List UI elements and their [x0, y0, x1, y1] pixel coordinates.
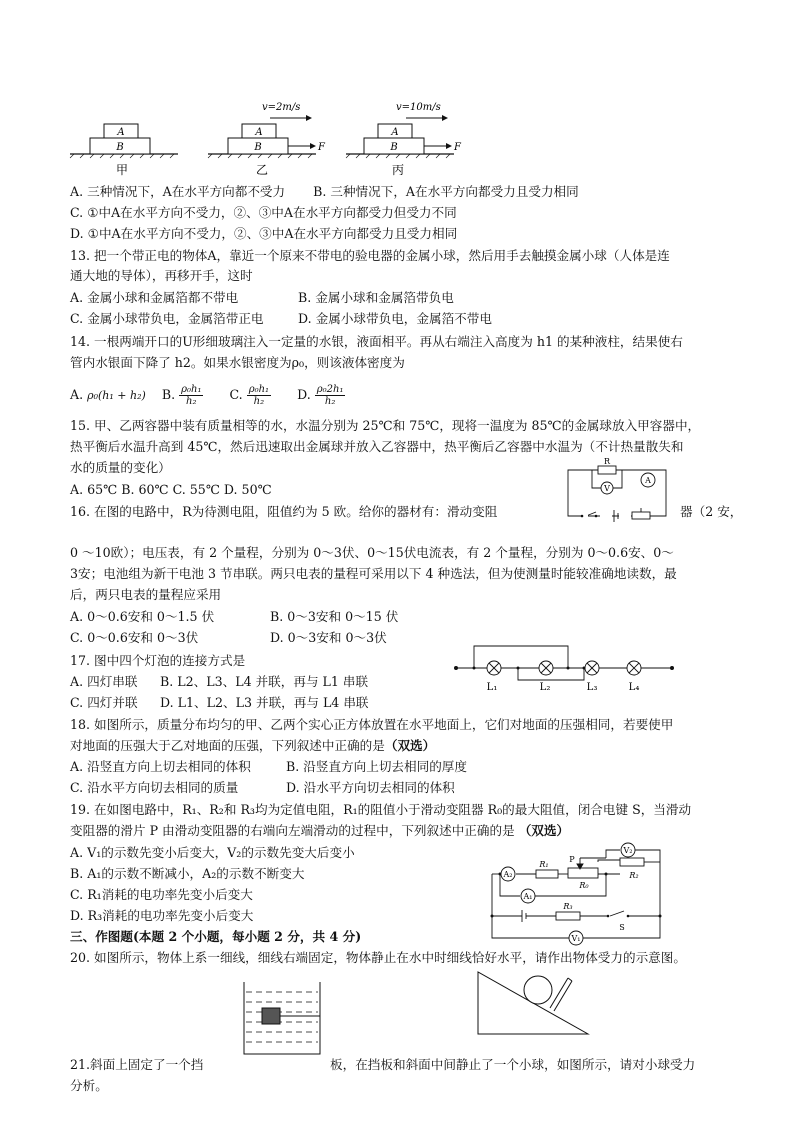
q18-stem-2: 对地面的压强大于乙对地面的压强，下列叙述中正确的是（双选） — [70, 738, 436, 753]
force-label: F — [454, 142, 461, 153]
q17-options-cd: C. 四灯并联 D. L1、L2、L3 并联，再与 L4 串联 — [70, 695, 369, 710]
ammeter-label: A — [645, 476, 651, 485]
q12-option-c: C. ①中A在水平方向不受力，②、③中A在水平方向都受力但受力不同 — [70, 205, 457, 220]
q14-option-d-fraction: $\frac{\text{ρ₀2h₁}}{\text{h₂}}$ — [316, 384, 344, 407]
q19-stem-1: 19. 在如图电路中，R₁、R₂和 R₃均为定值电阻，R₁的阻值小于滑动变阻器 R₀的最大阻值，闭合电键 S，当滑动 — [70, 802, 692, 817]
q17-options-ab: A. 四灯串联 B. L2、L3、L4 并联，再与 L1 串联 — [70, 674, 369, 689]
q14-stem-2: 管内水银面下降了 h2。如果水银密度为ρ₀，则该液体密度为 — [70, 355, 405, 370]
q13-options-ab: A. 金属小球和金属箔都不带电 B. 金属小球和金属箔带负电 — [70, 290, 454, 305]
q18-options-ab: A. 沿竖直方向上切去相同的体积 B. 沿竖直方向上切去相同的厚度 — [70, 759, 467, 774]
block-a-label: A — [391, 127, 399, 138]
q17-stem: 17. 图中四个灯泡的连接方式是 — [70, 653, 246, 668]
q19-option-a: A. V₁的示数先变小后变大，V₂的示数先变大后变小 — [70, 845, 355, 860]
slider-p-label: P — [569, 855, 575, 864]
velocity-label: v=2m/s — [262, 102, 301, 113]
block-b-label: B — [254, 142, 262, 153]
lamp-l2-label: L₂ — [539, 682, 551, 693]
resistor-r-label: R — [603, 457, 611, 466]
voltmeter-label: V — [604, 484, 610, 493]
q18-options-cd: C. 沿水平方向切去相同的质量 D. 沿水平方向切去相同的体积 — [70, 780, 455, 795]
q15-stem-1: 15. 甲、乙两容器中装有质量相等的水，水温分别为 25℃和 75℃，现将一温度为 85℃的金属球放入甲容器中， — [70, 418, 701, 433]
block-b-label: B — [116, 142, 124, 153]
q19-stem-2: 变阻器的滑片 P 由滑动变阻器的右端向左端滑动的过程中，下列叙述中正确的是 （双选） — [70, 823, 570, 838]
q14-stem-1: 14. 一根两端开口的U形细玻璃注入一定量的水银，液面相平。再从右端注入高度为 h1 的某种液柱，结果使右 — [70, 334, 683, 349]
caption-jia: 甲 — [115, 163, 129, 177]
q15-options: A. 65℃ B. 60℃ C. 55℃ D. 50℃ — [70, 482, 272, 497]
rheostat-r0-label: R₀ — [579, 881, 589, 890]
q13-options-cd: C. 金属小球带负电，金属箔带正电 D. 金属小球带负电，金属箔不带电 — [70, 311, 492, 326]
voltmeter-v1-label: V₁ — [571, 934, 581, 943]
block-a-label: A — [117, 127, 125, 138]
caption-bing: 丙 — [391, 163, 405, 177]
figure-q17-lamps — [452, 640, 678, 696]
figure-q19-circuit — [488, 838, 666, 946]
lamp-l3-label: L₃ — [586, 682, 598, 693]
force-label: F — [318, 142, 325, 153]
q16-stem-2: 0 ～10欧）；电压表，有 2 个量程，分别为 0～3伏、0～15伏电流表，有 2 个量程，分别为 0～0.6安、0～ — [70, 545, 674, 560]
resistor-r2-label: R₂ — [629, 871, 639, 880]
lamp-l1-label: L₁ — [486, 682, 498, 693]
q14-option-a-expr: ρ₀(h₁ + h₂) — [87, 389, 146, 402]
q16-stem-4: 后，两只电表的量程应采用 — [70, 587, 222, 602]
q21-stem-1a: 21.斜面上固定了一个挡 — [70, 1057, 204, 1072]
ammeter-a2-label: A₂ — [503, 870, 513, 879]
block-b-label: B — [390, 142, 398, 153]
q19-option-d: D. R₃消耗的电功率先变小后变大 — [70, 908, 254, 923]
resistor-r3-label: R₃ — [563, 902, 573, 911]
figure-q21-incline — [474, 970, 594, 1040]
q12-option-a: A. 三种情况下，A在水平方向都不受力 B. 三种情况下，A在水平方向都受力且受力相同 — [70, 184, 579, 199]
q12-option-b: B. 三种情况下，A在水平方向都受力且受力相同 — [313, 184, 579, 199]
q20-stem: 20. 如图所示，物体上系一细线，细线右端固定，物体静止在水中时细线恰好水平，请作出物体受力的示意图。 — [70, 950, 686, 965]
figure-q12-blocks — [66, 96, 466, 176]
q15-stem-2: 热平衡后水温升高到 45℃，然后迅速取出金属球并放入乙容器中，热平衡后乙容器中水温为（不计热量散失和 — [70, 439, 684, 454]
velocity-label: v=10m/s — [396, 102, 441, 113]
q14-options: A. ρ₀(h₁ + h₂) B. $\frac{\text{ρ₀h₁}}{\text{h₂}}$ C. $\frac{\text{ρ₀h₁}}{\text{h₂}}$ D. $\frac{\text{ρ₀2h₁}}{\text{h₂}}$ — [70, 384, 344, 407]
q16-stem-1b: 器（2 安， — [680, 504, 743, 519]
figure-q20-beaker — [240, 980, 326, 1058]
q19-option-b: B. A₁的示数不断减小，A₂的示数不断变大 — [70, 866, 305, 881]
q13-stem-1: 13. 把一个带正电的物体A，靠近一个原来不带电的验电器的金属小球，然后用手去触摸金属小球（人体是连 — [70, 248, 670, 263]
q12-option-d: D. ①中A在水平方向不受力，②、③中A在水平方向都受力且受力相同 — [70, 226, 458, 241]
q13-stem-2: 通大地的导体），再移开手，这时 — [70, 268, 253, 283]
caption-yi: 乙 — [255, 163, 269, 177]
q16-options-cd: C. 0～0.6安和 0～3伏 D. 0～3安和 0～3伏 — [70, 630, 387, 645]
q19-option-c: C. R₁消耗的电功率先变小后变大 — [70, 887, 253, 902]
ammeter-a1-label: A₁ — [523, 892, 533, 901]
q21-stem-2: 分析。 — [70, 1078, 108, 1093]
section-3-title: 三、作图题(本题 2 个小题，每小题 2 分，共 4 分) — [70, 929, 362, 944]
q14-option-b-fraction: $\frac{\text{ρ₀h₁}}{\text{h₂}}$ — [181, 384, 202, 407]
voltmeter-v2-label: V₂ — [623, 846, 633, 855]
q14-option-c-fraction: $\frac{\text{ρ₀h₁}}{\text{h₂}}$ — [248, 384, 270, 407]
q16-stem-3: 3安；电池组为新干电池 3 节串联。两只电表的量程可采用以下 4 种选法，但为使测量时能较准确地读数，最 — [70, 566, 677, 581]
q16-stem-1: 16. 在图的电路中，R为待测电阻，阻值约为 5 欧。给你的器材有：滑动变阻 — [70, 504, 498, 519]
block-a-label: A — [255, 127, 263, 138]
switch-s-label: S — [619, 923, 625, 932]
q16-options-ab: A. 0～0.6安和 0～1.5 伏 B. 0～3安和 0～15 伏 — [70, 609, 399, 624]
q21-stem-1b: 板，在挡板和斜面中间静止了一个小球，如图所示，请对小球受力 — [330, 1057, 696, 1072]
q18-stem-1: 18. 如图所示，质量分布均匀的甲、乙两个实心正方体放置在水平地面上，它们对地面的压强相同，若要使甲 — [70, 717, 674, 732]
figure-q16-circuit — [562, 457, 672, 524]
lamp-l4-label: L₄ — [628, 682, 640, 693]
q15-stem-3: 水的质量的变化） — [70, 460, 171, 475]
resistor-r1-label: R₁ — [539, 860, 549, 869]
